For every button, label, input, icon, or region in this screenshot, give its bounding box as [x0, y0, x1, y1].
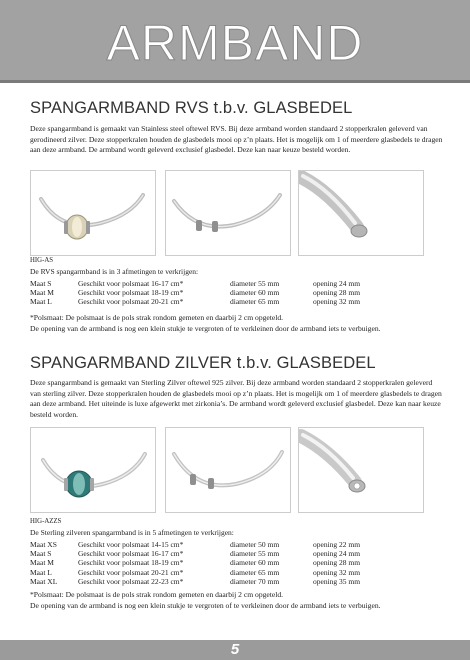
size-fit: Geschikt voor polsmaat 20-21 cm*	[78, 297, 184, 307]
size-label: Maat S	[30, 279, 52, 288]
size-opening: opening 28 mm	[313, 288, 361, 298]
size-diameter: diameter 50 mm	[230, 540, 280, 549]
photo-bangle-stoppers	[165, 170, 291, 256]
photo-silver-bangle-with-bead	[30, 427, 156, 513]
size-fit: Geschikt voor polsmaat 20-21 cm*	[78, 567, 184, 577]
size-diameter: diameter 55 mm	[230, 279, 280, 288]
size-fit: Geschikt voor polsmaat 22-23 cm*	[78, 576, 184, 586]
page-number: 5	[230, 641, 240, 658]
page-footer	[0, 640, 470, 660]
page-header	[0, 0, 470, 83]
size-label: Maat M	[30, 288, 54, 298]
size-label: Maat M	[30, 558, 54, 568]
size-fit: Geschikt voor polsmaat 16-17 cm*	[78, 549, 184, 559]
size-diameter: diameter 55 mm	[230, 549, 280, 559]
opening-note-zilver: De opening van de armband is nog een klein stukje te vergroten of te verkleinen door de armband iets te verbuigen.	[30, 601, 381, 610]
product-code-rvs: HIG-AS	[30, 257, 54, 264]
photo-bangle-end-detail	[298, 170, 424, 256]
size-opening: opening 24 mm	[313, 279, 361, 288]
product-code-zilver: HIG-AZZS	[30, 518, 62, 525]
sizes-intro-zilver: De Sterling zilveren spangarmband is in 5 afmetingen te verkrijgen:	[30, 528, 234, 537]
sizes-intro-rvs: De RVS spangarmband is in 3 afmetingen te verkrijgen:	[30, 267, 199, 276]
size-fit: Geschikt voor polsmaat 18-19 cm*	[78, 288, 184, 298]
size-label: Maat S	[30, 549, 52, 559]
size-opening: opening 24 mm	[313, 549, 361, 559]
size-diameter: diameter 60 mm	[230, 558, 280, 568]
section-title-zilver: SPANGARMBAND ZILVER t.b.v. GLASBEDEL	[30, 354, 376, 372]
size-opening: opening 32 mm	[313, 297, 361, 307]
size-label: Maat L	[30, 297, 52, 307]
page-title: ARMBAND	[106, 15, 364, 71]
size-fit: Geschikt voor polsmaat 18-19 cm*	[78, 558, 184, 568]
size-opening: opening 32 mm	[313, 567, 361, 577]
size-fit: Geschikt voor polsmaat 16-17 cm*	[78, 279, 184, 288]
photo-bangle-with-bead	[30, 170, 156, 256]
photo-silver-bangle-end-detail	[298, 427, 424, 513]
photo-silver-bangle-stoppers	[165, 427, 291, 513]
polsmaat-note-rvs: *Polsmaat: De polsmaat is de pols strak rondom gemeten en daarbij 2 cm opgeteld.	[30, 313, 284, 322]
section-description-zilver: Deze spangarmband is gemaakt van Sterling Zilver oftewel 925 zilver. Bij deze armband worden standaard 2 stopperkralen geleverd van sterling zilver. Deze stopperkralen houden de glasbedels mooi op z’n plaats. Het is mogelijk om 1 of meerdere glasbedels te dragen aan deze armband. Het uiteinde is luxe afgewerkt met zirkonia’s. De armband wordt geleverd exclusief glasbedel. Deze kan naar keuze besteld worden.	[30, 378, 442, 419]
section-title-rvs: SPANGARMBAND RVS t.b.v. GLASBEDEL	[30, 99, 353, 117]
size-label: Maat XL	[30, 576, 58, 586]
size-opening: opening 35 mm	[313, 576, 361, 586]
size-fit: Geschikt voor polsmaat 14-15 cm*	[78, 540, 184, 549]
polsmaat-note-zilver: *Polsmaat: De polsmaat is de pols strak rondom gemeten en daarbij 2 cm opgeteld.	[30, 590, 284, 599]
size-diameter: diameter 70 mm	[230, 576, 280, 586]
section-description-rvs: Deze spangarmband is gemaakt van Stainless steel oftewel RVS. Bij deze armband worden standaard 2 stopperkralen geleverd van gerodineerd zilver. Deze stopperkralen houden de glasbedels mooi op z’n plaats. Het is mogelijk om 1 of meerdere glasbedels te dragen aan deze armband. De armband wordt geleverd exclusief glasbedel. Deze kan naar keuze besteld worden.	[30, 124, 443, 155]
size-diameter: diameter 65 mm	[230, 567, 280, 577]
size-diameter: diameter 60 mm	[230, 288, 280, 298]
size-opening: opening 22 mm	[313, 540, 361, 549]
size-diameter: diameter 65 mm	[230, 297, 280, 307]
size-label: Maat XS	[30, 540, 57, 549]
size-label: Maat L	[30, 567, 52, 577]
opening-note-rvs: De opening van de armband is nog een klein stukje te vergroten of te verkleinen door de armband iets te verbuigen.	[30, 324, 381, 333]
size-opening: opening 28 mm	[313, 558, 361, 568]
